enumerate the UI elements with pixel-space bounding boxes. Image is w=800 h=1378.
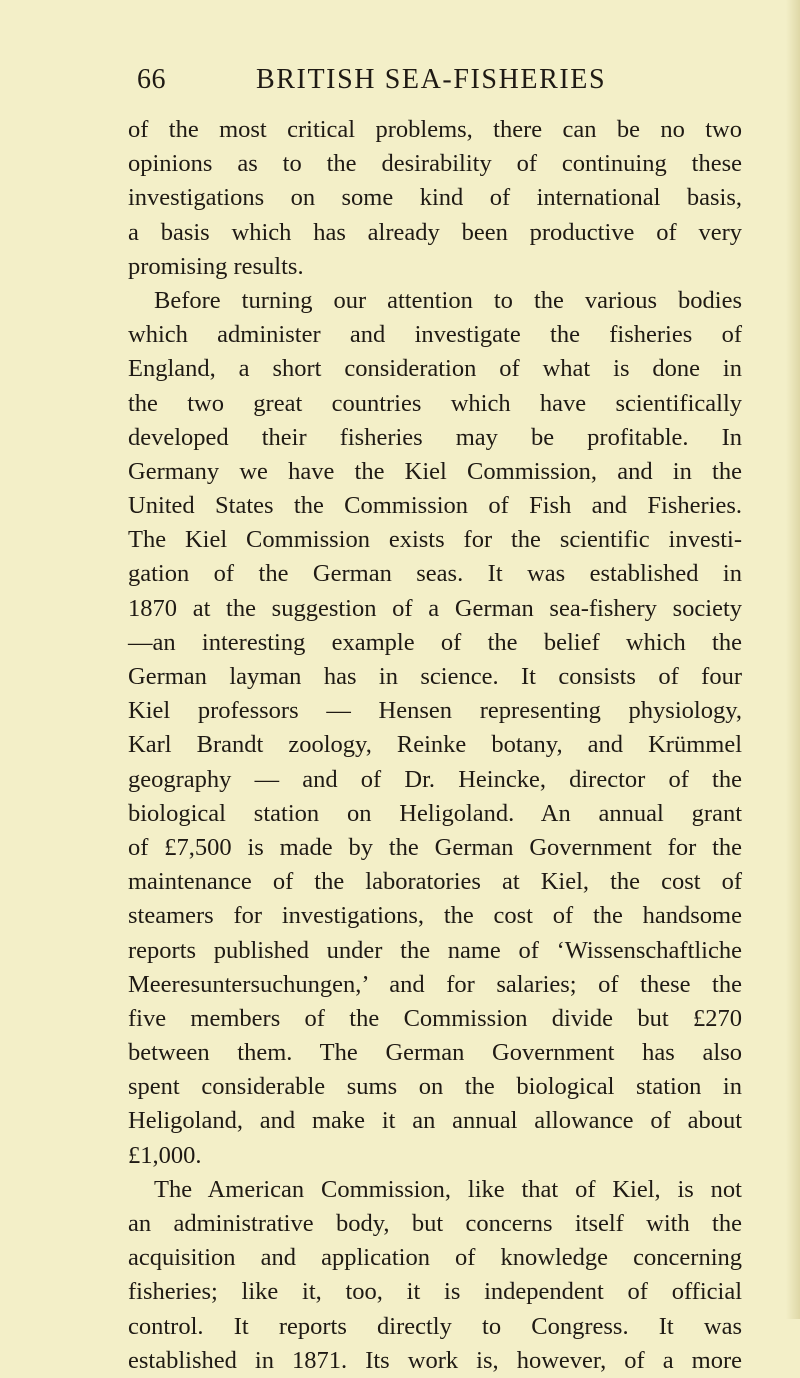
text-line: a basis which has already been productive of very (128, 218, 742, 246)
text-line: fisheries; like it, too, it is independent of official (128, 1278, 742, 1306)
text-line: Kiel professors — Hensen representing physiology, (128, 697, 742, 725)
text-line: an administrative body, but concerns itself with the (128, 1210, 742, 1237)
text-line: between them. The German Government has also (128, 1039, 742, 1067)
page-number: 66 (137, 64, 166, 95)
text-line: England, a short consideration of what is done in (128, 355, 742, 383)
page-edge-shading (786, 0, 800, 1319)
text-line: control. It reports directly to Congress. It was (128, 1312, 742, 1340)
text-line: established in 1871. Its work is, however, of a more (128, 1346, 742, 1374)
text-line: promising results. (128, 252, 304, 280)
text-line: maintenance of the laboratories at Kiel, the cost of (128, 868, 742, 896)
text-line: steamers for investigations, the cost of the handsome (128, 902, 742, 930)
running-title: BRITISH SEA-FISHERIES (256, 64, 607, 95)
body-text (128, 113, 742, 1378)
text-line: gation of the German seas. It was established in (128, 560, 742, 588)
text-line: geography — and of Dr. Heincke, director of the (128, 765, 742, 793)
text-line: spent considerable sums on the biological station in (128, 1073, 742, 1101)
text-line: Karl Brandt zoology, Reinke botany, and Krümmel (128, 731, 742, 759)
text-line: The Kiel Commission exists for the scientific investi- (128, 526, 742, 554)
text-line: opinions as to the desirability of continuing these (128, 150, 742, 178)
text-line: Heligoland, and make it an annual allowance of about (128, 1107, 742, 1135)
paragraph-first-line: Before turning our attention to the various bodies (154, 286, 742, 314)
text-line: German layman has in science. It consists of four (128, 663, 742, 690)
text-line: Germany we have the Kiel Commission, and in the (128, 457, 742, 485)
text-line: of the most critical problems, there can be no two (128, 116, 742, 143)
text-line: investigations on some kind of international basis, (128, 184, 742, 212)
text-line: acquisition and application of knowledge concerning (128, 1244, 742, 1272)
text-line: five members of the Commission divide but £270 (128, 1004, 742, 1032)
text-line: —an interesting example of the belief which the (128, 628, 742, 656)
text-line: the two great countries which have scientifically (128, 389, 742, 417)
text-line: reports published under the name of ‘Wissenschaftliche (128, 936, 742, 964)
text-line: United States the Commission of Fish and Fisheries. (128, 492, 742, 520)
text-line: 1870 at the suggestion of a German sea-fishery society (128, 594, 742, 622)
paragraph-first-line: The American Commission, like that of Kiel, is not (154, 1175, 742, 1203)
text-line: Meeresuntersuchungen,’ and for salaries; of these the (128, 970, 742, 998)
page-header (137, 64, 734, 104)
text-line: £1,000. (128, 1141, 202, 1169)
text-line: biological station on Heligoland. An annual grant (128, 799, 742, 827)
text-line: developed their fisheries may be profitable. In (128, 423, 742, 451)
text-line: which administer and investigate the fisheries of (128, 321, 742, 349)
text-line: of £7,500 is made by the German Government for the (128, 833, 742, 861)
